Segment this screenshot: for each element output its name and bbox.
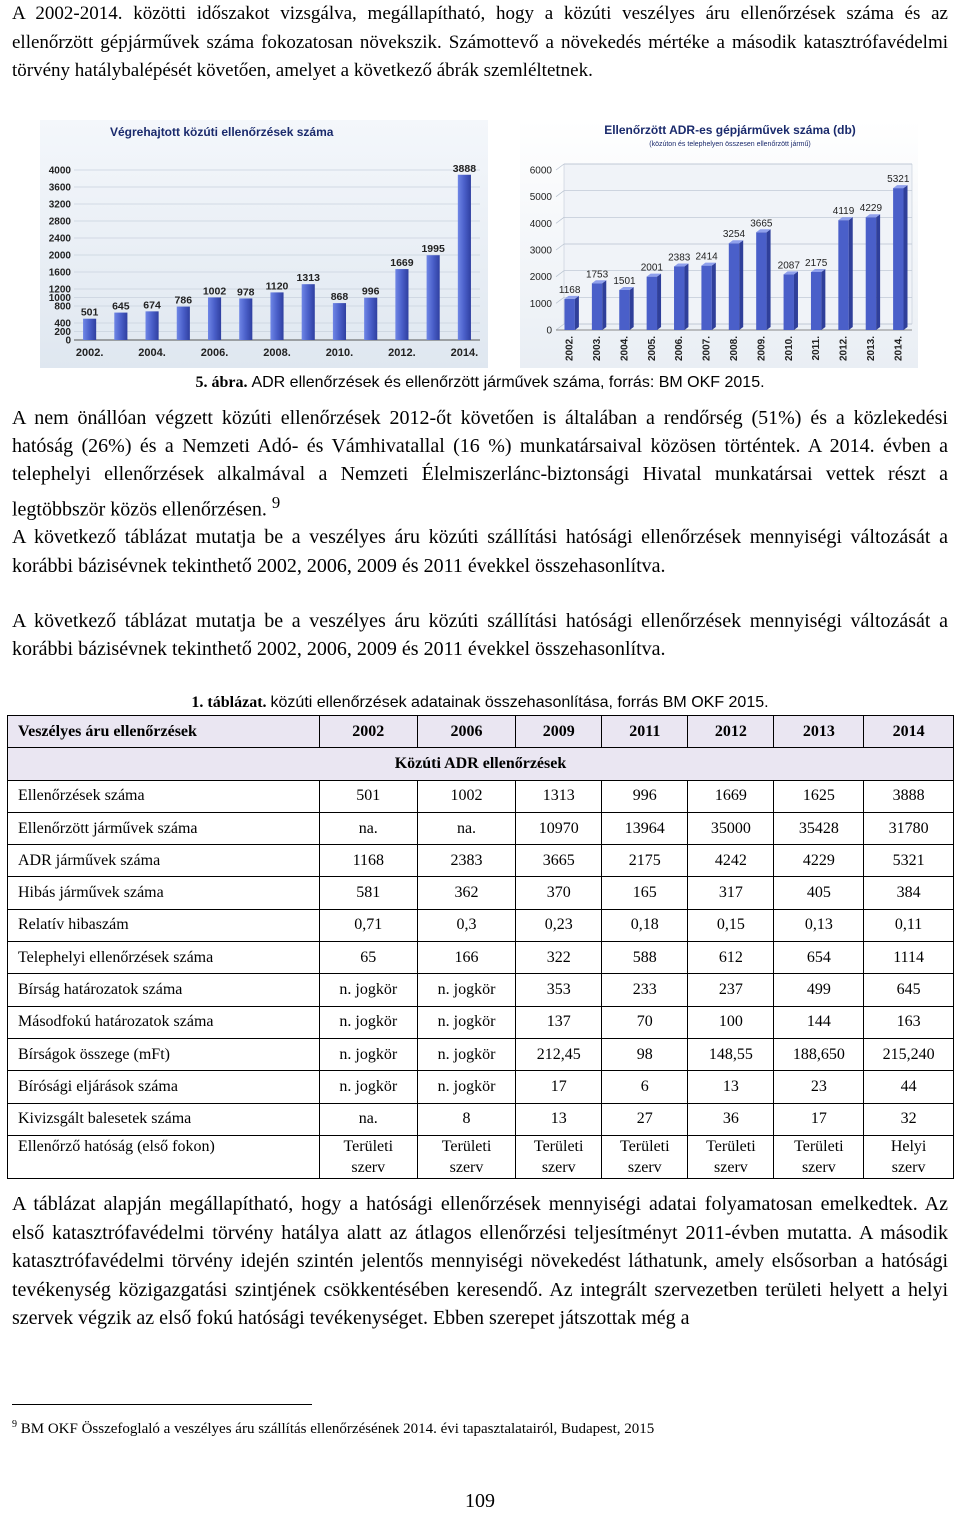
table-caption <box>0 692 960 714</box>
authority-type: Területi <box>441 1137 492 1155</box>
chart2-value-label: 4119 <box>832 206 855 218</box>
chart1-y-tick-label: 4000 <box>48 165 71 177</box>
intro-paragraph: A 2002-2014. közötti időszakot vizsgálva, megállapítható, hogy a közúti veszélyes áru ellenőrzések száma és az ellenőrzött gépjárművek száma fokozatosan növekszik. Számottevő a növekedés mértéke a második katasztrófavédelmi törvény hatálybalépését követően, amelyet a következő ábrák szemléltetnek. <box>12 3 948 82</box>
chart2-x-tick-label: 2002. <box>564 336 576 362</box>
table-cell: 100 <box>688 1006 774 1038</box>
table-cell: 3665 <box>516 845 602 877</box>
table-cell: 1168 <box>319 845 417 877</box>
chart2-bar-side <box>657 274 661 330</box>
chart1-y-tick-label: 3600 <box>48 182 71 194</box>
chart2-bar <box>619 290 629 330</box>
authority-type: Helyi <box>890 1137 927 1155</box>
table-row-authority <box>8 1135 954 1178</box>
chart2-x-tick-label: 2014. <box>893 336 905 362</box>
table-cell: 144 <box>774 1006 864 1038</box>
table-cell: 32 <box>864 1103 954 1135</box>
table-cell: 501 <box>319 780 417 812</box>
table-cell: 353 <box>516 974 602 1006</box>
chart2-value-label: 5321 <box>887 174 910 186</box>
chart2-value-label: 4229 <box>859 203 883 215</box>
table-cell: 0,11 <box>864 909 954 941</box>
table-caption-text: közúti ellenőrzések adatainak összehasonlítása, forrás BM OKF 2015. <box>270 694 769 711</box>
chart2-y-tick-label: 5000 <box>529 192 552 204</box>
authority-type: Területi <box>620 1137 670 1155</box>
table-cell: 322 <box>516 942 602 974</box>
table-cell: na. <box>319 1103 417 1135</box>
chart2-bar <box>811 272 821 330</box>
chart1-x-tick-label: 2002. <box>75 347 104 359</box>
table-row <box>8 909 954 941</box>
table-row <box>8 942 954 974</box>
table-row-label: Telephelyi ellenőrzések száma <box>8 942 320 974</box>
chart2-value-label: 1753 <box>585 269 609 281</box>
table-header-year: 2011 <box>602 716 688 748</box>
chart1-y-tick-label: 2400 <box>48 233 71 245</box>
table-cell: n. jogkör <box>319 974 417 1006</box>
chart1-y-tick-label: 800 <box>54 301 71 313</box>
table-cell: 212,45 <box>516 1038 602 1070</box>
table-cell: 1002 <box>417 780 515 812</box>
table-header-year: 2013 <box>774 716 864 748</box>
table-cell: 0,3 <box>417 909 515 941</box>
chart1-value-label: 1002 <box>202 285 227 298</box>
table-row-label: Bírósági eljárások száma <box>8 1071 320 1103</box>
table-cell: 166 <box>417 942 515 974</box>
chart1-y-tick-label: 400 <box>54 318 71 330</box>
chart1-bar <box>333 303 346 340</box>
chart2-bar-side <box>767 229 771 330</box>
chart1-y-tick-label: 3200 <box>48 199 71 211</box>
chart1-y-tick-label: 1000 <box>48 293 71 304</box>
chart1-value-label: 868 <box>330 291 349 304</box>
table-cell: 1114 <box>864 942 954 974</box>
authority-unit: szerv <box>351 1158 386 1176</box>
authority-type: Területi <box>343 1137 394 1155</box>
chart2-bar <box>674 266 684 330</box>
authority-type: Területi <box>706 1137 756 1155</box>
table-cell: 137 <box>516 1006 602 1038</box>
table-cell <box>688 1135 774 1178</box>
table-cell: 0,23 <box>516 909 602 941</box>
table-row <box>8 1038 954 1070</box>
footnote <box>12 1415 654 1439</box>
table-cell: 8 <box>417 1103 515 1135</box>
chart2-x-tick-label: 2010. <box>783 336 795 362</box>
table-header-row <box>8 716 954 748</box>
table-header-year: 2014 <box>864 716 954 748</box>
chart1-bar <box>114 313 127 340</box>
chart1-y-tick-label: 1200 <box>48 284 71 296</box>
table-cell: 384 <box>864 877 954 909</box>
table-cell <box>602 1135 688 1178</box>
table-cell: 13 <box>516 1103 602 1135</box>
table-row <box>8 780 954 812</box>
chart2-value-label: 2414 <box>695 251 718 263</box>
chart1-value-label: 786 <box>174 294 193 307</box>
footnote-divider <box>12 1404 312 1405</box>
table-cell: na. <box>417 812 515 844</box>
figure-caption-label: 5. ábra. <box>195 374 248 391</box>
chart2-bar <box>866 217 876 330</box>
page-number: 109 <box>465 1490 495 1512</box>
chart1-x-tick-label: 2004. <box>138 347 166 359</box>
table-row-label: Ellenőrző hatóság (első fokon) <box>8 1135 320 1178</box>
chart1-title: Végrehajtott közúti ellenőrzések száma <box>110 125 334 139</box>
chart1-value-label: 978 <box>237 286 255 299</box>
chart2-value-label: 2087 <box>777 260 800 272</box>
table-cell <box>319 1135 417 1178</box>
table-cell: 499 <box>774 974 864 1006</box>
table-row-label: Másodfokú határozatok száma <box>8 1006 320 1038</box>
table-subheader: Közúti ADR ellenőrzések <box>8 748 954 780</box>
chart1-bar <box>395 269 408 340</box>
chart2-bar <box>893 188 903 330</box>
chart1-x-tick-label: 2008. <box>263 347 291 359</box>
table-row <box>8 1103 954 1135</box>
table-cell <box>417 1135 515 1178</box>
table-cell: 362 <box>417 877 515 909</box>
table-header-year: 2012 <box>688 716 774 748</box>
chart1-y-tick-label: 0 <box>65 335 71 347</box>
chart1-bar <box>83 319 96 340</box>
chart2-bar-side <box>575 296 579 330</box>
chart-adr-vehicles <box>520 120 918 368</box>
chart1-bar <box>177 307 190 340</box>
chart2-x-tick-label: 2013. <box>865 336 877 362</box>
table-row <box>8 845 954 877</box>
paragraph-4: A táblázat alapján megállapítható, hogy a hatósági ellenőrzések mennyiségi adatai folyamatosan emelkedtek. Az első katasztrófavédelmi törvény hatálya alatt az átlagos ellenőrzési teljesítményt 2011-évben mutatta. A második katasztrófavédelmi törvény idején szintén jelentős mennyiségi növekedést láthatunk, amely elsősorban a hatósági tevékenység közigazgatási szintjének csökkentésében keresendő. Az integrált szervezetben területi helyett a helyi szervek végzik az első fokú hatósági tevékenységet. Ebben szerepet játszottak még a <box>12 1193 948 1330</box>
table-cell: 13 <box>688 1071 774 1103</box>
chart2-value-label: 2001 <box>640 262 663 274</box>
chart1-bar <box>427 255 440 340</box>
paragraph-3a-text: A következő táblázat mutatja be a veszélyes áru közúti szállítási hatósági ellenőrzések mennyiségi változását a korábbi bázisévnek tekinthető 2002, 2006, 2009 és 2011 évekkel összehasonlítva. <box>12 526 948 577</box>
table-header-year: 2009 <box>516 716 602 748</box>
chart1-y-tick-label: 2800 <box>48 216 71 228</box>
chart2-bar <box>564 299 574 330</box>
authority-unit: szerv <box>627 1158 662 1176</box>
chart-road-checks <box>40 120 488 368</box>
table-row-label: Bírság határozatok száma <box>8 974 320 1006</box>
chart2-x-tick-label: 2012. <box>838 336 850 362</box>
table-cell: 4229 <box>774 845 864 877</box>
authority-unit: szerv <box>541 1158 576 1176</box>
table-cell: 1669 <box>688 780 774 812</box>
paragraph-3b: A következő táblázat mutatja be a veszélyes áru közúti szállítási hatósági ellenőrzések mennyiségi változását a korábbi bázisévnek tekinthető 2002, 2006, 2009 és 2011 évekkel összehasonlítva. <box>12 610 948 661</box>
table-cell: 612 <box>688 942 774 974</box>
table-cell: 1313 <box>516 780 602 812</box>
chart2-y-tick-label: 3000 <box>529 245 552 257</box>
table-cell: 588 <box>602 942 688 974</box>
table-header-label: Veszélyes áru ellenőrzések <box>8 716 320 748</box>
table-row <box>8 812 954 844</box>
table-row-label: Ellenőrzések száma <box>8 780 320 812</box>
table-cell <box>864 1135 954 1178</box>
chart2-bar <box>592 283 602 330</box>
authority-unit: szerv <box>801 1158 836 1176</box>
footnote-reference[interactable]: 9 <box>271 492 281 512</box>
chart1-value-label: 1313 <box>296 272 320 285</box>
table-row-label: Bírságok összege (mFt) <box>8 1038 320 1070</box>
chart2-y-tick-label: 4000 <box>529 218 552 230</box>
table-cell: 23 <box>774 1071 864 1103</box>
table-cell: n. jogkör <box>319 1006 417 1038</box>
chart1-value-label: 1669 <box>390 257 414 270</box>
chart2-bar-side <box>684 263 688 330</box>
chart2-bar-side <box>602 280 606 330</box>
table-cell: 3888 <box>864 780 954 812</box>
table-cell: 27 <box>602 1103 688 1135</box>
chart2-bar <box>838 220 848 330</box>
comparison-table <box>7 715 954 1179</box>
chart1-x-tick-label: 2010. <box>325 347 354 359</box>
chart1-bar <box>364 298 377 340</box>
figure-caption-text: ADR ellenőrzések és ellenőrzött járművek száma, forrás: BM OKF 2015. <box>251 374 765 391</box>
chart2-bar <box>701 266 711 330</box>
table-caption-label: 1. táblázat. <box>191 694 267 711</box>
table-cell: n. jogkör <box>417 974 515 1006</box>
table-header-year: 2006 <box>417 716 515 748</box>
footnote-text: BM OKF Összefoglaló a veszélyes áru szállítás ellenőrzésének 2014. évi tapasztalatairól, Budapest, 2015 <box>20 1421 655 1437</box>
chart2-bar-side <box>904 185 908 330</box>
table-cell: n. jogkör <box>319 1071 417 1103</box>
table-header-year: 2002 <box>319 716 417 748</box>
chart2-x-tick-label: 2003. <box>592 336 604 362</box>
table-cell: 36 <box>688 1103 774 1135</box>
table-cell: 35428 <box>774 812 864 844</box>
table-cell: 405 <box>774 877 864 909</box>
table-cell: 35000 <box>688 812 774 844</box>
chart1-x-tick-label: 2012. <box>388 347 416 359</box>
table-cell: n. jogkör <box>417 1071 515 1103</box>
paragraph-2-text: A nem önállóan végzett közúti ellenőrzések 2012-őt követően is általában a rendőrség (51%) és a közlekedési hatóság (26%) és a Nemzeti Adó- és Vámhivatallal (16 %) munkatársaival közösen történtek. A 2014. évben a telephelyi ellenőrzések alkalmával a Nemzeti Élelmiszerlánc-biztonsági Hivatal munkatársai vettek részt a legtöbbször közös ellenőrzésen. <box>12 407 948 521</box>
chart1-value-label: 996 <box>361 285 380 298</box>
chart2-value-label: 3665 <box>750 218 773 230</box>
authority-unit: szerv <box>449 1158 484 1176</box>
table-cell: 645 <box>864 974 954 1006</box>
chart1-x-tick-label: 2014. <box>450 347 479 359</box>
table-cell: 17 <box>516 1071 602 1103</box>
table-cell: n. jogkör <box>417 1006 515 1038</box>
table-cell: 188,650 <box>774 1038 864 1070</box>
table-cell: 65 <box>319 942 417 974</box>
chart2-x-tick-label: 2004. <box>619 336 631 362</box>
table-cell: 317 <box>688 877 774 909</box>
table-cell: 215,240 <box>864 1038 954 1070</box>
chart2-y-tick-label: 1000 <box>529 298 552 310</box>
chart2-x-tick-label: 2005. <box>646 336 658 362</box>
chart1-value-label: 645 <box>112 300 130 313</box>
chart2-bar-side <box>739 240 743 330</box>
table-cell: 6 <box>602 1071 688 1103</box>
table-subheader-row <box>8 748 954 780</box>
table-cell: 44 <box>864 1071 954 1103</box>
table-row <box>8 1006 954 1038</box>
chart2-y-tick-label: 6000 <box>529 165 552 177</box>
table-cell: 163 <box>864 1006 954 1038</box>
chart2-x-tick-label: 2007. <box>701 336 713 362</box>
chart2-x-tick-label: 2008. <box>729 336 740 362</box>
figure-caption <box>0 372 960 394</box>
chart1-value-label: 501 <box>80 306 99 319</box>
table-cell: 5321 <box>864 845 954 877</box>
chart2-bar <box>729 243 739 330</box>
chart2-bar-side <box>876 214 880 330</box>
table-cell: 654 <box>774 942 864 974</box>
table-row <box>8 877 954 909</box>
table-cell: 31780 <box>864 812 954 844</box>
table-cell: 148,55 <box>688 1038 774 1070</box>
table-cell: na. <box>319 812 417 844</box>
table-cell: 0,71 <box>319 909 417 941</box>
chart2-bar-side <box>794 271 798 330</box>
table-cell: 2383 <box>417 845 515 877</box>
table-cell <box>516 1135 602 1178</box>
table-cell: 0,15 <box>688 909 774 941</box>
table-cell: 0,13 <box>774 909 864 941</box>
table-row <box>8 974 954 1006</box>
table-row-label: Kivizsgált balesetek száma <box>8 1103 320 1135</box>
table-cell: 70 <box>602 1006 688 1038</box>
table-row-label: ADR járművek száma <box>8 845 320 877</box>
chart2-value-label: 1501 <box>613 275 636 287</box>
authority-unit: szerv <box>714 1158 748 1176</box>
table-cell: 4242 <box>688 845 774 877</box>
chart1-bar <box>208 297 221 340</box>
table-cell: 996 <box>602 780 688 812</box>
chart1-value-label: 1120 <box>265 280 289 293</box>
chart2-value-label: 2175 <box>805 258 828 269</box>
chart1-y-tick-label: 2000 <box>48 250 71 262</box>
table-cell: n. jogkör <box>319 1038 417 1070</box>
chart1-bar <box>239 298 252 340</box>
authority-type: Területi <box>533 1137 584 1155</box>
table-cell: 2175 <box>602 845 688 877</box>
chart2-value-label: 2383 <box>668 252 691 264</box>
chart2-x-tick-label: 2011. <box>811 336 823 361</box>
table-row-label: Relatív hibaszám <box>8 909 320 941</box>
chart2-y-tick-label: 0 <box>546 325 552 337</box>
chart1-bar <box>270 292 283 340</box>
table-row <box>8 1071 954 1103</box>
chart2-bar <box>784 274 794 330</box>
table-cell: 581 <box>319 877 417 909</box>
table-row-label: Ellenőrzött járművek száma <box>8 812 320 844</box>
chart1-bar <box>302 284 315 340</box>
table-cell: 0,18 <box>602 909 688 941</box>
chart1-y-tick-label: 1600 <box>48 267 71 279</box>
chart1-bar <box>458 175 471 340</box>
chart2-bar-side <box>821 269 825 330</box>
table-cell: 10970 <box>516 812 602 844</box>
chart2-bar-side <box>849 217 853 330</box>
table-cell: 13964 <box>602 812 688 844</box>
table-cell: 1625 <box>774 780 864 812</box>
chart2-x-tick-label: 2009. <box>756 336 768 362</box>
authority-type: Területi <box>794 1137 844 1155</box>
chart2-y-tick-label: 2000 <box>529 272 552 284</box>
chart2-x-tick-label: 2006. <box>674 336 686 362</box>
table-cell: 370 <box>516 877 602 909</box>
table-row-label: Hibás járművek száma <box>8 877 320 909</box>
chart2-title: Ellenőrzött ADR-es gépjárművek száma (db) <box>604 123 856 137</box>
chart2-bar <box>756 232 766 330</box>
chart1-x-tick-label: 2006. <box>200 347 229 359</box>
chart2-subtitle: (közúton és telephelyen összesen ellenőrzött jármű) <box>649 141 811 148</box>
chart1-y-tick-label: 200 <box>54 327 71 338</box>
chart2-bar-side <box>712 263 716 330</box>
footnote-number: 9 <box>12 1419 17 1430</box>
table-cell: 98 <box>602 1038 688 1070</box>
chart1-value-label: 3888 <box>452 162 477 175</box>
chart2-bar <box>647 277 657 330</box>
table-cell: n. jogkör <box>417 1038 515 1070</box>
table-cell: 237 <box>688 974 774 1006</box>
chart1-value-label: 674 <box>143 299 161 312</box>
chart2-value-label: 3254 <box>722 229 746 241</box>
chart1-value-label: 1995 <box>421 243 445 256</box>
table-cell: 233 <box>602 974 688 1006</box>
chart2-value-label: 1168 <box>558 284 581 296</box>
authority-unit: szerv <box>891 1158 926 1176</box>
paragraph-2 <box>12 404 948 580</box>
table-cell: 17 <box>774 1103 864 1135</box>
table-cell: 165 <box>602 877 688 909</box>
chart1-bar <box>146 311 159 340</box>
chart2-bar-side <box>630 287 634 330</box>
table-cell <box>774 1135 864 1178</box>
